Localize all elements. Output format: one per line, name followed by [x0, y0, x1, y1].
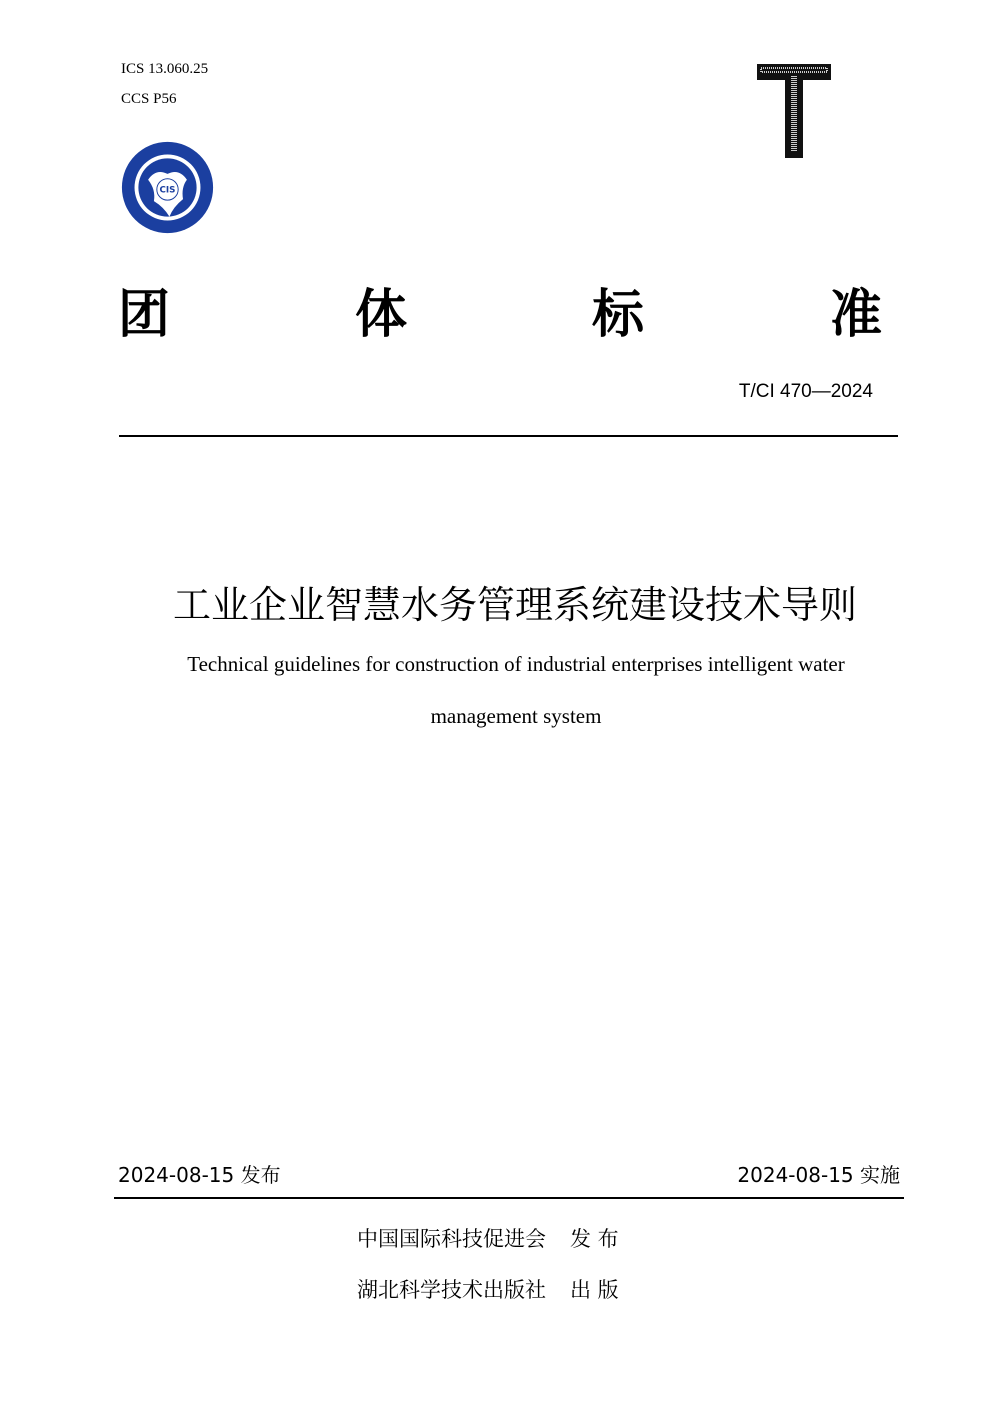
issuer-action: 发 布	[570, 1227, 619, 1251]
standard-code: T/CI 470—2024	[738, 381, 873, 402]
divider	[114, 1197, 904, 1199]
press-line	[357, 1274, 619, 1304]
group-standard-t-mark	[757, 64, 831, 158]
ics-code: ICS 13.060.25	[121, 61, 209, 77]
issuer-name: 中国国际科技促进会	[357, 1227, 546, 1251]
divider	[119, 435, 898, 437]
svg-text:CIS: CIS	[159, 185, 176, 196]
title-en-line2: management system	[430, 704, 602, 728]
category-char: 准	[830, 285, 883, 345]
category-char: 标	[592, 285, 645, 345]
press-name: 湖北科学技术出版社	[357, 1278, 546, 1302]
title-en-line1: Technical guidelines for construction of industrial enterprises intelligent water	[187, 652, 845, 676]
category-char: 体	[355, 285, 408, 345]
organization-logo	[119, 139, 216, 236]
category-char: 团	[118, 285, 171, 345]
issuer-line	[357, 1223, 619, 1253]
ccs-code: CCS P56	[121, 91, 177, 107]
press-action: 出 版	[570, 1278, 619, 1302]
implement-date: 2024-08-15 实施	[737, 1163, 900, 1187]
title-zh: 工业企业智慧水务管理系统建设技术导则	[172, 583, 857, 627]
publish-date: 2024-08-15 发布	[118, 1163, 281, 1187]
